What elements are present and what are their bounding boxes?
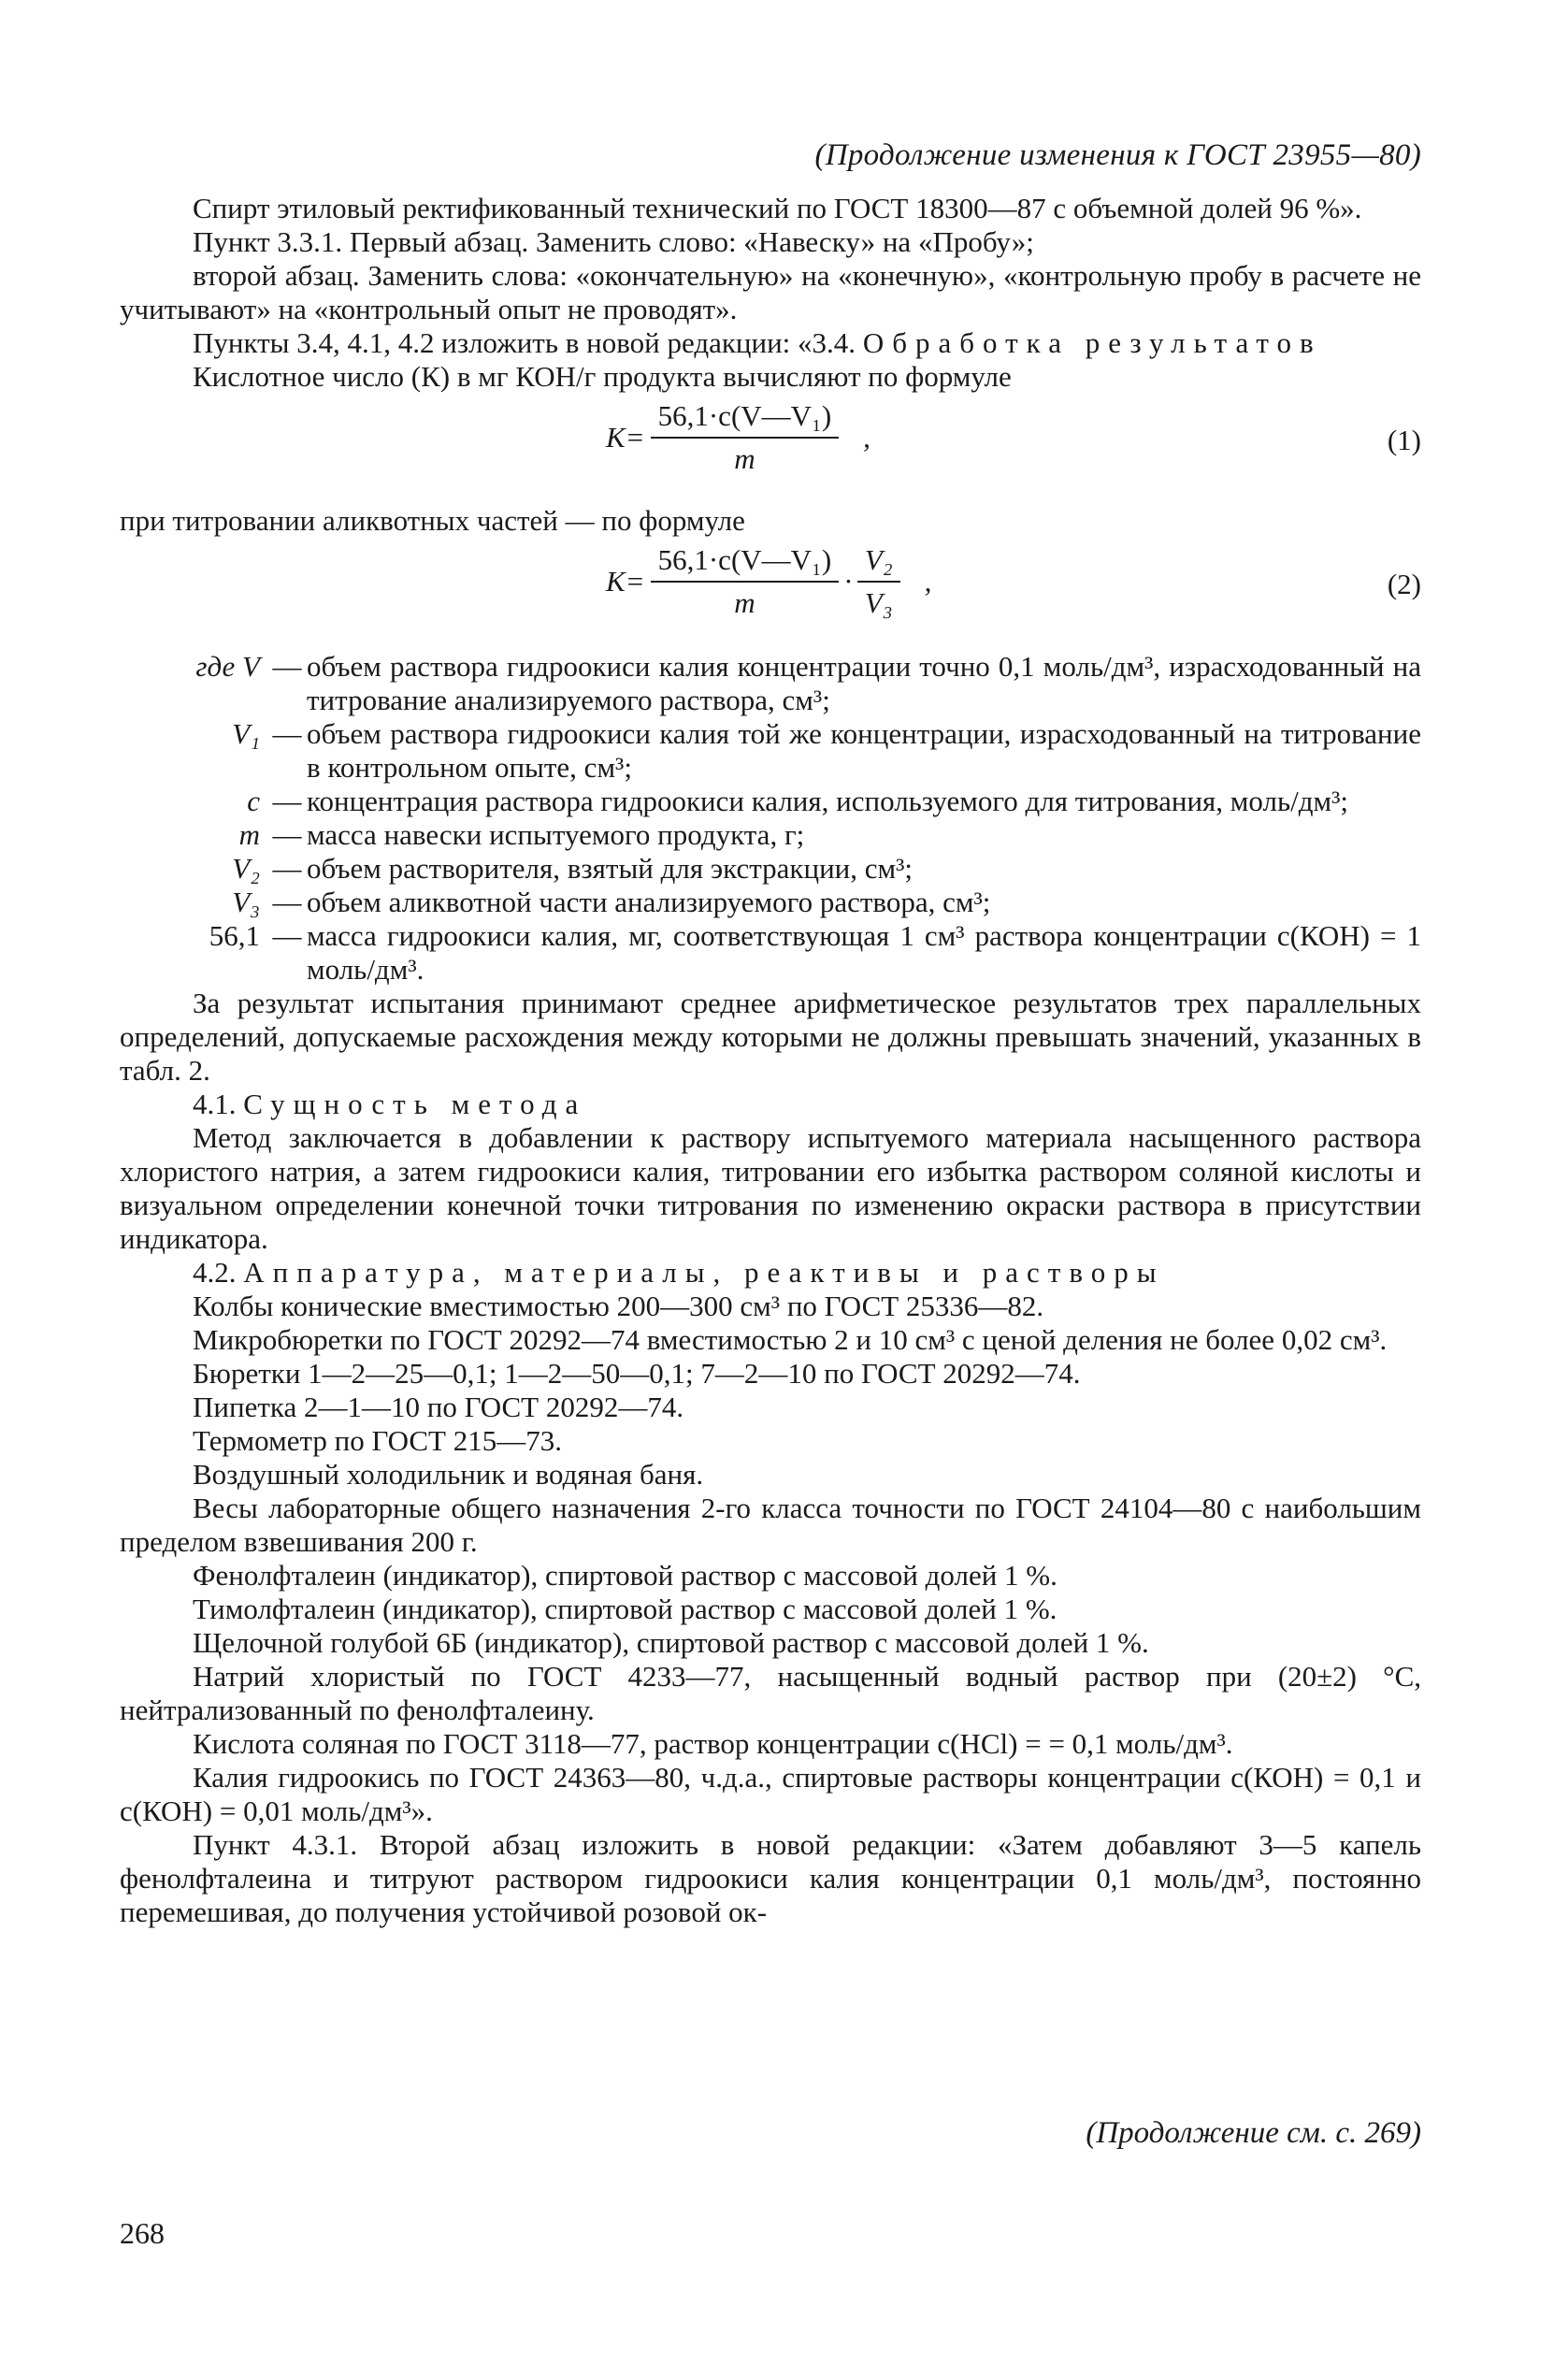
- definition-item: [120, 650, 1421, 717]
- equipment-item: Фенолфталеин (индикатор), спиртовой раствор с массовой долей 1 %.: [193, 1559, 1057, 1592]
- paragraph: Пункт 4.3.1. Второй абзац изложить в новой редакции: «Затем добавляют 3—5 капель фенолфталеина и титруют раствором гидроокиси калия концентрации 0,1 моль/дм³, постоянно перемешивая, до получения устойчивой розовой ок-: [120, 1828, 1421, 1928]
- definition-dash: —: [272, 717, 302, 750]
- definition-dash: —: [272, 650, 302, 683]
- section-title: Сущность метода: [243, 1088, 587, 1120]
- continuation-note: (Продолжение см. с. 269): [1086, 2116, 1421, 2150]
- paragraph: при титровании аликвотных частей — по формуле: [120, 504, 745, 537]
- paragraph: Метод заключается в добавлении к раствору испытуемого материала насыщенного раствора хлористого натрия, а затем гидроокиси калия, титровании его избытка раствором соляной кислоты и визуальном определении конечной точки титрования по изменению окраски раствора в присутствии индикатора.: [120, 1121, 1421, 1255]
- section-title: Аппаратура, материалы, реактивы и растворы: [243, 1256, 1165, 1289]
- equipment-item: Микробюретки по ГОСТ 20292—74 вместимостью 2 и 10 см³ с ценой деления не более 0,02 см³.: [193, 1323, 1388, 1356]
- equation-number: (2): [1387, 568, 1421, 600]
- formula-numerator: 56,1·c(V—V₁): [651, 543, 840, 583]
- section-number: 4.2.: [193, 1256, 237, 1289]
- definition-text: концентрация раствора гидроокиси калия, используемого для титрования, моль/дм³;: [307, 785, 1349, 817]
- definition-symbol: m: [238, 818, 260, 851]
- formula-multiply: ·: [844, 565, 852, 598]
- formula-denominator-2: V₃: [864, 586, 893, 619]
- section-number: 4.1.: [193, 1088, 237, 1120]
- definition-text: объем аликвотной части анализируемого раствора, см³;: [307, 886, 991, 918]
- equipment-item: Кислота соляная по ГОСТ 3118—77, раствор концентрации c(HCl) = = 0,1 моль/дм³.: [193, 1727, 1233, 1760]
- paragraph: Кислотное число (К) в мг КОН/г продукта вычисляют по формуле: [193, 360, 1012, 393]
- formula-denominator: m: [734, 442, 755, 475]
- definition-symbol: V₁: [232, 717, 260, 750]
- definition-dash: —: [272, 818, 302, 851]
- definition-item: [120, 717, 1421, 785]
- formula-fraction: [651, 399, 840, 476]
- section-heading: [120, 1256, 1421, 1290]
- document-page: [120, 0, 1421, 2364]
- equipment-item: Натрий хлористый по ГОСТ 4233—77, насыщенный водный раствор при (20±2) °С, нейтрализованный по фенолфталеину.: [120, 1660, 1421, 1726]
- definition-text: объем раствора гидроокиси калия концентрации точно 0,1 моль/дм³, израсходованный на титрование анализируемого раствора, см³;: [307, 650, 1421, 716]
- definition-dash: —: [272, 919, 302, 952]
- definition-symbol: V₂: [232, 852, 260, 885]
- equipment-item: Колбы конические вместимостью 200—300 см³ по ГОСТ 25336—82.: [193, 1290, 1044, 1322]
- paragraph: За результат испытания принимают среднее арифметическое результатов трех параллельных определений, допускаемые расхождения между которыми не должны превышать значений, указанных в табл. 2.: [120, 987, 1421, 1087]
- definition-dash: —: [272, 852, 302, 885]
- definition-dash: —: [272, 886, 302, 918]
- definition-symbol: 56,1: [209, 919, 260, 952]
- definitions-list: [120, 650, 1421, 987]
- equipment-item: Калия гидроокись по ГОСТ 24363—80, ч.д.а., спиртовые растворы концентрации c(КОН) = 0,1 и c(КОН) = 0,01 моль/дм³».: [120, 1761, 1421, 1827]
- equipment-item: Бюретки 1—2—25—0,1; 1—2—50—0,1; 7—2—10 по ГОСТ 20292—74.: [193, 1357, 1081, 1390]
- formula-lhs: K=: [606, 421, 645, 454]
- paragraph-text: Пункты 3.4, 4.1, 4.2 изложить в новой редакции: «3.4.: [193, 326, 856, 359]
- equipment-item: Тимолфталеин (индикатор), спиртовой раствор с массовой долей 1 %.: [193, 1593, 1057, 1625]
- definition-dash: —: [272, 785, 302, 817]
- formula-fraction-2: [857, 543, 900, 620]
- paragraph: второй абзац. Заменить слова: «окончательную» на «конечную», «контрольную пробу в расчете не учитывают» на «контрольный опыт не проводят».: [120, 259, 1421, 325]
- running-header: (Продолжение изменения к ГОСТ 23955—80): [814, 138, 1421, 172]
- formula-fraction: [651, 543, 840, 620]
- equipment-item: Воздушный холодильник и водяная баня.: [193, 1458, 704, 1491]
- formula-lhs: K=: [606, 565, 645, 598]
- definition-item: [120, 785, 1421, 818]
- page-number: 268: [120, 2216, 165, 2250]
- formula-denominator: m: [734, 586, 755, 619]
- formula-numerator: 56,1·c(V—V₁): [651, 399, 840, 439]
- definition-symbol: где V: [195, 650, 260, 683]
- definition-symbol: c: [247, 785, 260, 817]
- definition-text: масса гидроокиси калия, мг, соответствующая 1 см³ раствора концентрации c(КОН) = 1 моль/дм³.: [307, 919, 1421, 986]
- equipment-item: Щелочной голубой 6Б (индикатор), спиртовой раствор с массовой долей 1 %.: [193, 1626, 1149, 1659]
- equipment-item: Пипетка 2—1—10 по ГОСТ 20292—74.: [193, 1391, 684, 1423]
- definition-item: [120, 886, 1421, 919]
- definition-text: масса навески испытуемого продукта, г;: [307, 818, 805, 851]
- section-heading-spaced: Обработка результатов: [862, 326, 1322, 359]
- definition-symbol: V₃: [232, 886, 260, 918]
- equation-number: (1): [1387, 424, 1421, 456]
- formula-1: [120, 399, 1421, 500]
- paragraph: Спирт этиловый ректификованный технический по ГОСТ 18300—87 с объемной долей 96 %».: [193, 192, 1362, 224]
- formula-tail: ,: [924, 565, 932, 598]
- section-heading: [120, 1088, 1421, 1121]
- definition-text: объем растворителя, взятый для экстракции, см³;: [307, 852, 913, 885]
- equipment-item: Весы лабораторные общего назначения 2-го класса точности по ГОСТ 24104—80 с наибольшим пределом взвешивания 200 г.: [120, 1492, 1421, 1558]
- formula-2: [120, 543, 1421, 644]
- definition-item: [120, 919, 1421, 987]
- equipment-item: Термометр по ГОСТ 215—73.: [193, 1424, 562, 1457]
- formula-tail: ,: [863, 421, 870, 454]
- formula-numerator-2: V₂: [857, 543, 900, 583]
- paragraph: [120, 326, 1421, 360]
- definition-item: [120, 852, 1421, 886]
- definition-text: объем раствора гидроокиси калия той же концентрации, израсходованный на титрование в контрольном опыте, см³;: [307, 717, 1421, 784]
- main-text: [120, 192, 1421, 1929]
- definition-item: [120, 818, 1421, 852]
- paragraph: Пункт 3.3.1. Первый абзац. Заменить слово: «Навеску» на «Пробу»;: [193, 225, 1034, 258]
